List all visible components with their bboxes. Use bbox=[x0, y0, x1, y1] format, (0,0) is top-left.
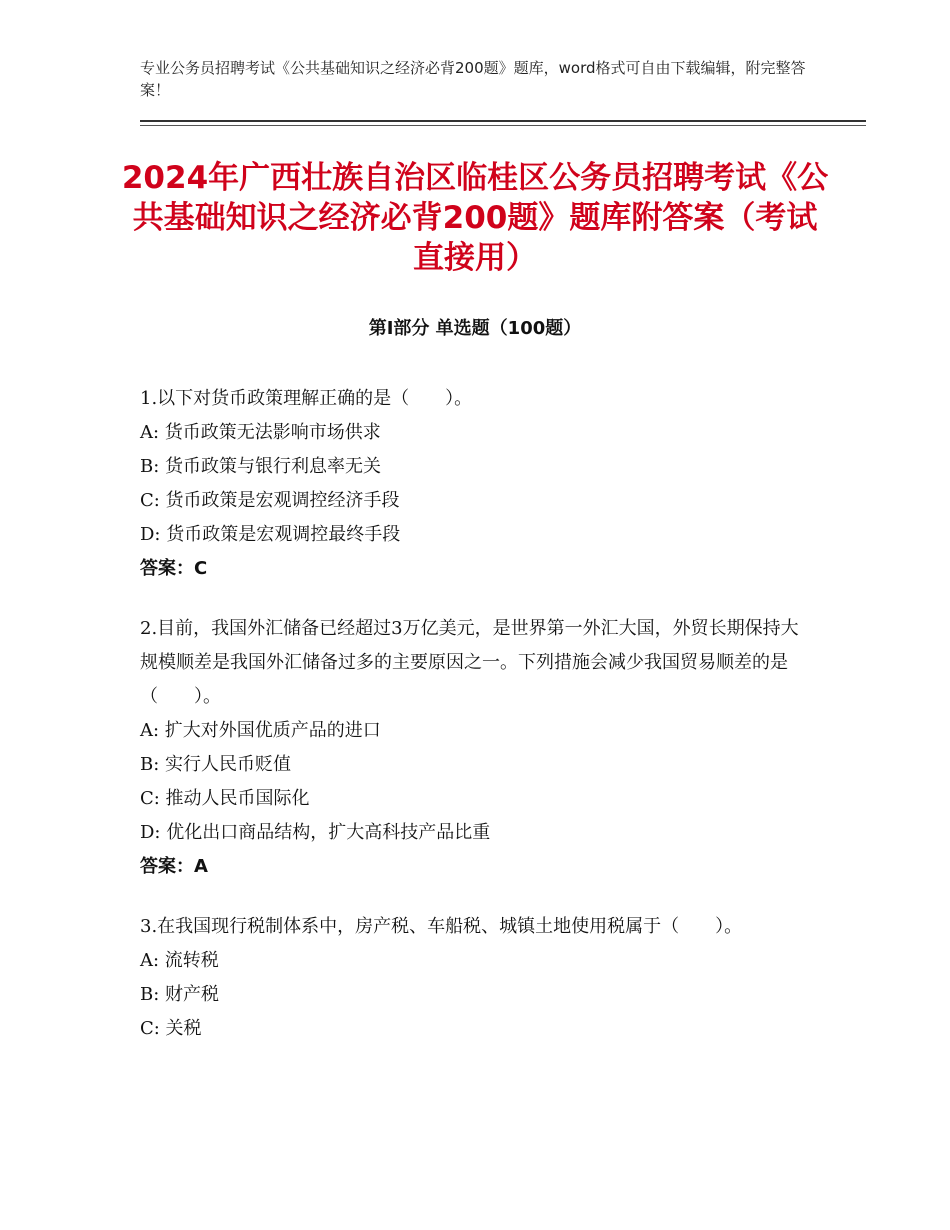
option-a: A: 流转税 bbox=[140, 950, 219, 971]
question-list bbox=[140, 382, 800, 1072]
option-a: A: 货币政策无法影响市场供求 bbox=[140, 422, 381, 443]
question-3 bbox=[140, 910, 800, 1046]
document-title: 2024年广西壮族自治区临桂区公务员招聘考试《公共基础知识之经济必背200题》题库附答案（考试直接用） bbox=[121, 160, 829, 276]
option-b: B: 货币政策与银行利息率无关 bbox=[140, 456, 382, 477]
answer-text: 答案：C bbox=[140, 558, 208, 579]
option-d: D: 货币政策是宏观调控最终手段 bbox=[140, 524, 401, 545]
question-stem: 3.在我国现行税制体系中，房产税、车船税、城镇土地使用税属于（ ）。 bbox=[140, 916, 743, 937]
option-d: D: 优化出口商品结构，扩大高科技产品比重 bbox=[140, 822, 491, 843]
option-a: A: 扩大对外国优质产品的进口 bbox=[140, 720, 381, 741]
question-2 bbox=[140, 612, 800, 884]
question-stem: 1.以下对货币政策理解正确的是（ ）。 bbox=[140, 388, 473, 409]
header-divider-thin bbox=[140, 125, 866, 126]
option-b: B: 实行人民币贬值 bbox=[140, 754, 292, 775]
answer-text: 答案：A bbox=[140, 856, 208, 877]
option-b: B: 财产税 bbox=[140, 984, 220, 1005]
option-c: C: 推动人民币国际化 bbox=[140, 788, 310, 809]
header-note: 专业公务员招聘考试《公共基础知识之经济必背200题》题库，word格式可自由下载编辑，附完整答案！ bbox=[140, 59, 806, 99]
question-1 bbox=[140, 382, 800, 586]
section-title: 第Ⅰ部分 单选题（100题） bbox=[368, 318, 582, 339]
header-divider bbox=[140, 120, 866, 122]
question-stem: 2.目前，我国外汇储备已经超过3万亿美元，是世界第一外汇大国，外贸长期保持大规模顺差是我国外汇储备过多的主要原因之一。下列措施会减少我国贸易顺差的是（ ）。 bbox=[140, 618, 799, 707]
option-c: C: 关税 bbox=[140, 1018, 202, 1039]
option-c: C: 货币政策是宏观调控经济手段 bbox=[140, 490, 400, 511]
